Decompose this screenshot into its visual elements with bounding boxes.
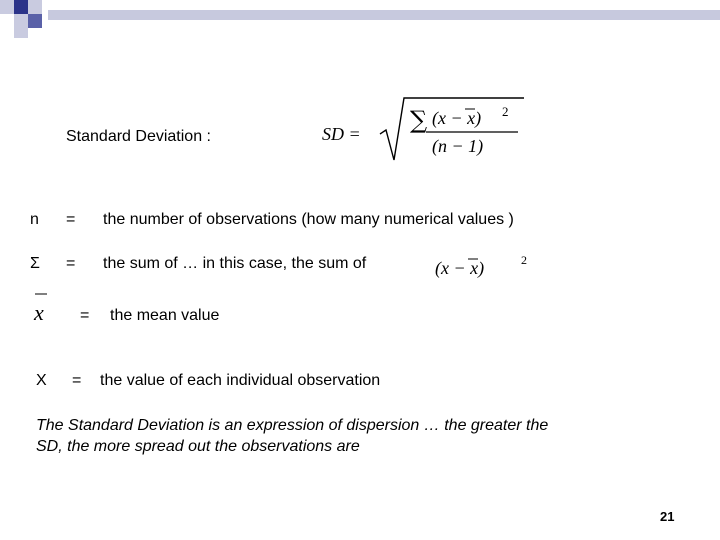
mean-symbol-x: x (34, 300, 44, 325)
def-text-n: the number of observations (how many numerical values ) (103, 211, 514, 228)
formula-denominator: (n − 1) (432, 136, 484, 156)
def-text-sigma: the sum of … in this case, the sum of (103, 255, 367, 272)
sum-term-exponent: 2 (521, 253, 527, 267)
formula-exponent: 2 (502, 104, 509, 119)
note-line-2: SD, the more spread out the observations are (36, 438, 360, 455)
sd-formula (322, 94, 532, 166)
def-symbol-n: n (30, 211, 39, 228)
def-text-x: the value of each individual observation (100, 372, 381, 389)
header-square (0, 0, 14, 14)
def-text-mean: the mean value (110, 307, 220, 324)
def-symbol-x: X (36, 372, 47, 389)
formula-lhs: SD = (322, 124, 361, 144)
formula-numerator: (x − x) (432, 108, 482, 128)
def-symbol-sigma: Σ (30, 255, 40, 272)
sum-term (435, 250, 535, 282)
page-number: 21 (660, 509, 675, 524)
sum-term-expr: (x − x) (435, 258, 485, 278)
summation-symbol: ∑ (410, 106, 428, 134)
def-equals: = (80, 307, 90, 324)
header-square (14, 0, 28, 14)
header-band (48, 10, 720, 20)
def-equals: = (66, 211, 76, 228)
def-equals: = (66, 255, 76, 272)
note-line-1: The Standard Deviation is an expression of dispersion … the greater the (36, 417, 549, 434)
header-square (28, 0, 42, 14)
header-square (14, 14, 28, 28)
header-square (28, 14, 42, 28)
header-square (14, 28, 28, 38)
def-equals: = (72, 372, 82, 389)
mean-symbol (32, 290, 54, 326)
formula-title: Standard Deviation : (66, 128, 211, 145)
